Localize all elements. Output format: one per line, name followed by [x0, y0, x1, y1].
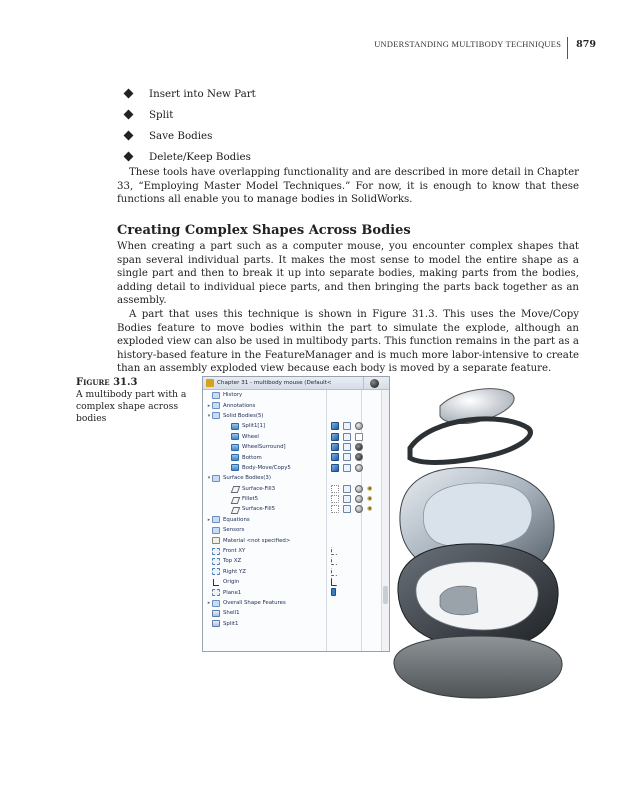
bullet-item [124, 83, 424, 104]
diamond-bullet-icon [124, 152, 134, 162]
display-pane-cells [331, 557, 341, 565]
surface-visibility-icon [331, 495, 339, 503]
expand-arrow-icon: ▸ [207, 516, 211, 523]
body-icon [231, 454, 239, 461]
display-pane-cells [331, 547, 341, 555]
tree-item-label: Fillet5 [242, 496, 259, 503]
surface-icon [231, 496, 239, 503]
part-icon [206, 379, 214, 387]
tree-item [203, 546, 389, 556]
tree-item-label: Surface Bodies(3) [223, 475, 271, 482]
bullet-text: Delete/Keep Bodies [149, 150, 251, 163]
display-pane-cells [331, 485, 379, 493]
display-pane-cells [331, 453, 367, 461]
body-text-block [117, 240, 579, 376]
exploded-mouse-illustration [388, 382, 568, 702]
tree-item [203, 515, 389, 525]
feature-icon [212, 610, 220, 617]
body-paragraph [117, 166, 579, 207]
tree-item-label: Body-Move/Copy5 [242, 464, 291, 471]
tree-item-label: Bottom [242, 454, 262, 461]
history-icon [212, 392, 220, 399]
tree-item [203, 567, 389, 577]
display-pane-icon [343, 433, 351, 441]
display-pane-cells [331, 443, 367, 451]
tree-item-label: Top XZ [223, 558, 242, 565]
tree-item-label: Wheel [242, 433, 259, 440]
appearance-sphere-icon [355, 443, 363, 451]
tree-item [203, 400, 389, 410]
display-pane-cells [331, 464, 367, 472]
tree-item-label: Shell1 [223, 610, 240, 617]
appearance-ball-icon [370, 379, 379, 388]
tree-item [203, 494, 389, 504]
tree-item-label: Origin [223, 579, 240, 586]
diamond-bullet-icon [124, 110, 134, 120]
section-heading: Creating Complex Shapes Across Bodies [117, 223, 411, 238]
equations-icon [212, 516, 220, 523]
tree-item [203, 577, 389, 587]
column-divider [363, 377, 364, 389]
appearance-sphere-icon [355, 485, 363, 493]
plane-display-icon [331, 588, 336, 596]
origin-icon [212, 579, 220, 586]
appearance-sphere-icon [355, 495, 363, 503]
expand-arrow-icon: ▾ [207, 475, 211, 482]
display-pane-icon [343, 464, 351, 472]
display-pane-cells [331, 433, 367, 441]
tree-item [203, 442, 389, 452]
material-icon [212, 537, 220, 544]
surface-icon [231, 485, 239, 492]
tree-rows [203, 390, 389, 629]
appearance-swatch-icon [355, 433, 363, 441]
tree-item-label: Plane1 [223, 589, 242, 596]
paragraph-text: These tools have overlapping functionality and are described in more detail in Chapter 33, “Employing Master Model Techniques.” For now, it is enough to know that these functions all enable you to manage bodies in SolidWorks. [117, 167, 579, 206]
plane-display-icon [331, 547, 337, 555]
running-head [374, 36, 596, 52]
tree-item-label: Front XY [223, 548, 246, 555]
figure-caption-text: A multibody part with a complex shape across bodies [76, 389, 187, 424]
figure-label: Figure 31.3 [76, 377, 138, 388]
tree-item [203, 484, 389, 494]
display-pane-cells [331, 588, 340, 596]
folder-icon [212, 600, 220, 607]
surface-visibility-icon [331, 485, 339, 493]
tree-item-label: Solid Bodies(5) [223, 412, 264, 419]
appearance-sphere-icon [355, 464, 363, 472]
bottom-housing-part [398, 544, 558, 648]
display-pane-cells [331, 422, 367, 430]
tree-item [203, 608, 389, 618]
body-icon [231, 423, 239, 430]
plane-display-icon [331, 557, 337, 565]
tree-item [203, 535, 389, 545]
tree-item [203, 619, 389, 629]
body-icon [231, 433, 239, 440]
bullet-list [124, 83, 424, 167]
body-icon [231, 444, 239, 451]
wheel-surround-part [410, 419, 530, 463]
feature-icon [212, 620, 220, 627]
plane-icon [212, 558, 220, 565]
cube-icon [331, 443, 339, 451]
eye-icon: ◉ [367, 505, 373, 513]
body-paragraph [117, 308, 579, 376]
bullet-item [124, 104, 424, 125]
tree-item [203, 473, 389, 483]
display-pane-icon [343, 485, 351, 493]
display-pane-cells [331, 495, 379, 503]
display-pane-icon [343, 422, 351, 430]
bullet-text: Split [149, 108, 174, 121]
tree-item [203, 525, 389, 535]
tree-item-label: Split1 [223, 620, 239, 627]
tree-item [203, 452, 389, 462]
tree-item-label: Material <not specified> [223, 537, 291, 544]
tree-item-label: WheelSurround] [242, 444, 286, 451]
tree-item [203, 556, 389, 566]
feature-manager-title: Chapter 31 - multibody mouse (Default< [217, 380, 332, 386]
tree-item [203, 390, 389, 400]
tree-item [203, 411, 389, 421]
appearance-sphere-icon [355, 422, 363, 430]
tree-item-label: Surface-Fill5 [242, 506, 276, 513]
bullet-text: Save Bodies [149, 129, 213, 142]
tree-item [203, 598, 389, 608]
cube-icon [331, 433, 339, 441]
display-pane-icon [343, 495, 351, 503]
header-columns [357, 377, 389, 389]
feature-manager-tree [202, 376, 390, 652]
plane-display-icon [331, 568, 337, 576]
tree-item [203, 587, 389, 597]
display-pane-cells [331, 578, 341, 586]
display-pane-cells [331, 568, 341, 576]
bullet-item [124, 125, 424, 146]
tree-item-label: Equations [223, 516, 250, 523]
annotations-icon [212, 402, 220, 409]
appearance-sphere-icon [355, 453, 363, 461]
eye-icon: ◉ [367, 494, 373, 502]
cube-icon [331, 422, 339, 430]
surface-icon [231, 506, 239, 513]
tree-item-label: Right YZ [223, 568, 246, 575]
tree-item-label: Split1[1] [242, 423, 266, 430]
diamond-bullet-icon [124, 89, 134, 99]
base-plate-part [394, 636, 562, 698]
display-pane-cells [331, 505, 379, 513]
cube-icon [331, 453, 339, 461]
running-head-rule [567, 37, 568, 59]
tree-item-label: History [223, 392, 243, 399]
eye-icon: ◉ [367, 484, 373, 492]
body-paragraph: When creating a part such as a computer mouse, you encounter complex shapes that span several individual parts. It makes the most sense to model the entire shape as a single part and then to break it up into separate bodies, making parts from the bodies, adding detail to individual piece parts, and then bringing the parts back together as an assembly. [117, 241, 579, 307]
page-number: 879 [576, 38, 596, 50]
diamond-bullet-icon [124, 131, 134, 141]
tree-item [203, 421, 389, 431]
tree-item [203, 504, 389, 514]
folder-icon [212, 475, 220, 482]
tree-item-label: Annotations [223, 402, 256, 409]
plane-icon [212, 548, 220, 555]
display-pane-icon [343, 505, 351, 513]
paragraph-text: A part that uses this technique is shown in Figure 31.3. This uses the Move/Copy Bodies feature to move bodies within the part to simulate the explode, although an exploded view can also be used in multibody parts. This function remains in the part as a history-based feature in the FeatureManager and is much more labor-intensive to create than an assembly exploded view because each body is moved by a separate feature. [117, 308, 579, 375]
surface-visibility-icon [331, 505, 339, 513]
feature-manager-header [203, 377, 389, 390]
tree-item-label: Surface-Fill3 [242, 485, 276, 492]
tree-item-label: Overall Shape Features [223, 600, 286, 606]
display-pane-icon [343, 453, 351, 461]
folder-icon [212, 412, 220, 419]
tree-item-label: Sensors [223, 527, 245, 534]
origin-display-icon [331, 578, 337, 586]
running-head-title: UNDERSTANDING MULTIBODY TECHNIQUES [374, 39, 562, 49]
bullet-text: Insert into New Part [149, 87, 256, 100]
cube-icon [331, 464, 339, 472]
tree-item [203, 463, 389, 473]
plane-icon [212, 568, 220, 575]
tree-item [203, 432, 389, 442]
figure-caption [76, 377, 196, 425]
display-pane-icon [343, 443, 351, 451]
expand-arrow-icon: ▸ [207, 402, 211, 409]
appearance-sphere-icon [355, 505, 363, 513]
plane-icon [212, 589, 220, 596]
body-icon [231, 464, 239, 471]
sensors-icon [212, 527, 220, 534]
bullet-item [124, 146, 424, 167]
expand-arrow-icon: ▾ [207, 412, 211, 419]
expand-arrow-icon: ▸ [207, 600, 211, 606]
